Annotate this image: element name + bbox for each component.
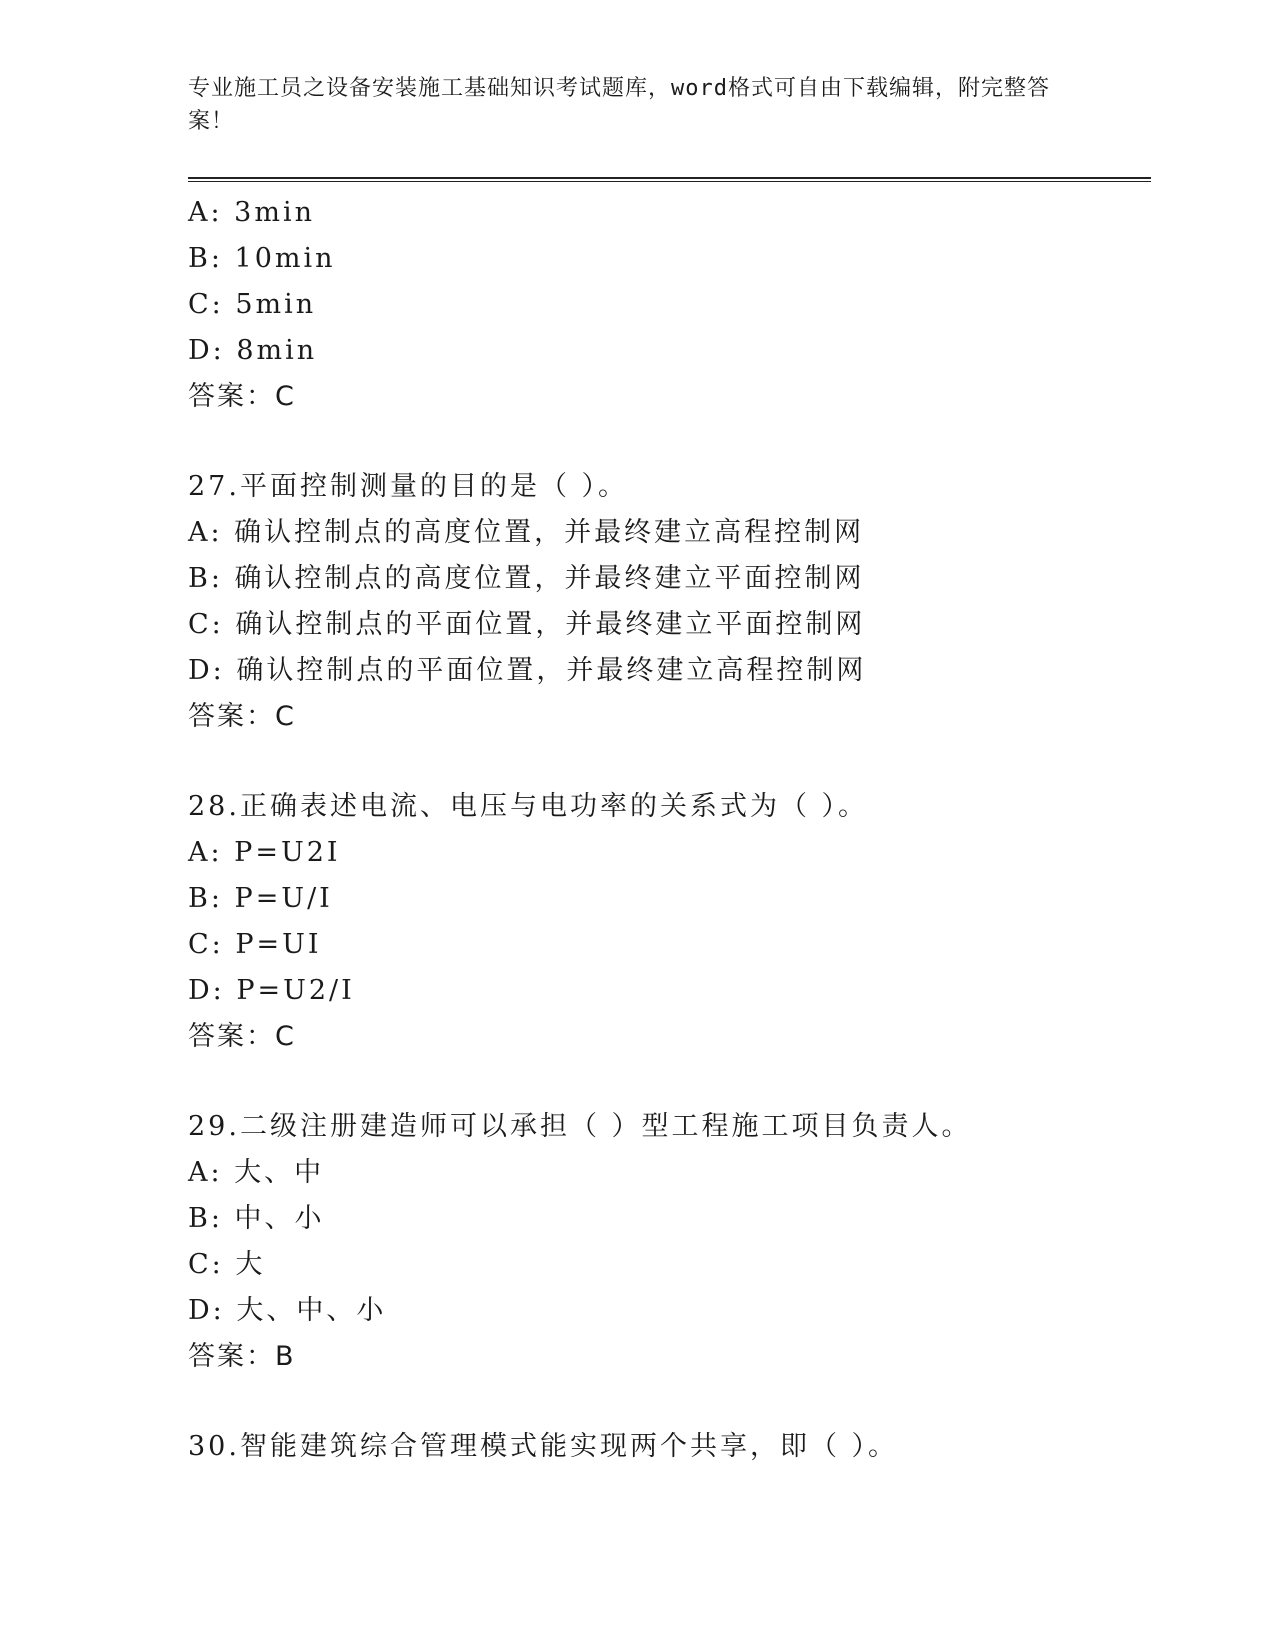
question-text: 30.智能建筑综合管理模式能实现两个共享，即（ ）。 xyxy=(188,1431,899,1462)
option-d: D: P=U2/I xyxy=(188,975,355,1006)
option-c: C: 5min xyxy=(188,289,317,320)
option-a: A: 3min xyxy=(188,197,315,228)
answer: 答案：C xyxy=(188,1021,296,1052)
option-a: A: P=U2I xyxy=(188,837,341,868)
question-list xyxy=(188,190,1188,1470)
question-26 xyxy=(188,190,1188,420)
option-d: D: 8min xyxy=(188,335,318,366)
question-29 xyxy=(188,1104,1188,1380)
question-text: 28.正确表述电流、电压与电功率的关系式为（ ）。 xyxy=(188,791,869,822)
question-28 xyxy=(188,784,1188,1060)
question-text: 27.平面控制测量的目的是（ ）。 xyxy=(188,471,629,502)
option-a: A: 大、中 xyxy=(188,1157,325,1188)
answer: 答案：C xyxy=(188,701,296,732)
option-c: C: 大 xyxy=(188,1249,266,1280)
option-b: B: 确认控制点的高度位置，并最终建立平面控制网 xyxy=(188,563,865,594)
document-header: 专业施工员之设备安装施工基础知识考试题库，word格式可自由下载编辑，附完整答案！ xyxy=(188,76,1050,134)
option-b: B: 10min xyxy=(188,243,336,274)
option-b: B: 中、小 xyxy=(188,1203,325,1234)
option-d: D: 确认控制点的平面位置，并最终建立高程控制网 xyxy=(188,655,867,686)
header-divider xyxy=(188,177,1151,182)
option-b: B: P=U/I xyxy=(188,883,333,914)
option-c: C: P=UI xyxy=(188,929,322,960)
answer: 答案：C xyxy=(188,381,296,412)
question-text: 29.二级注册建造师可以承担（ ）型工程施工项目负责人。 xyxy=(188,1111,972,1142)
question-30 xyxy=(188,1424,1188,1470)
answer: 答案：B xyxy=(188,1341,296,1372)
option-a: A: 确认控制点的高度位置，并最终建立高程控制网 xyxy=(188,517,865,548)
option-c: C: 确认控制点的平面位置，并最终建立平面控制网 xyxy=(188,609,866,640)
question-27 xyxy=(188,464,1188,740)
option-d: D: 大、中、小 xyxy=(188,1295,387,1326)
